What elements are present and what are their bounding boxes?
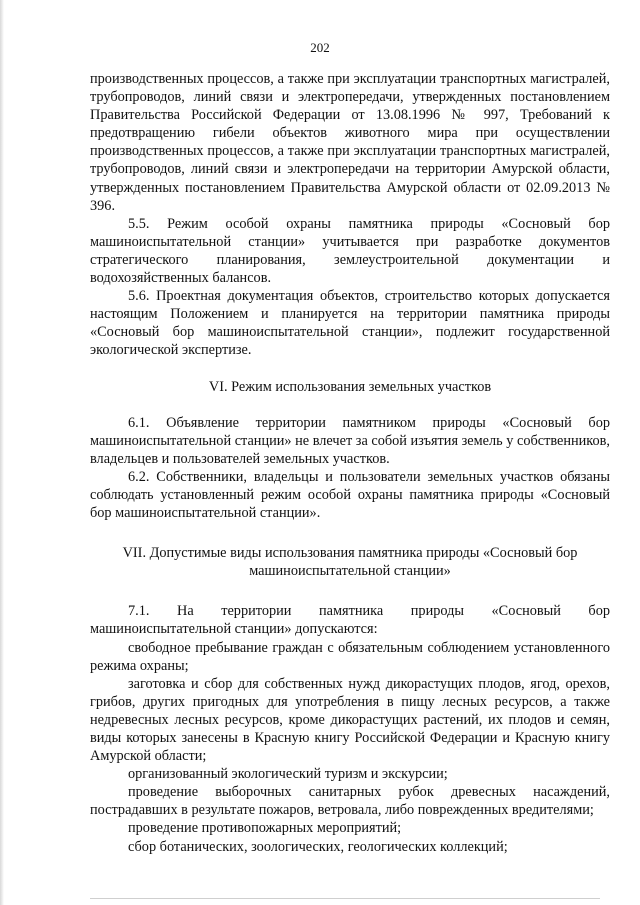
- paragraph-6-2: 6.2. Собственники, владельцы и пользователи земельных участков обязаны соблюдать установленный режим особой охраны памятника природы «Сосновый бор машиноиспытательной станции».: [90, 468, 610, 522]
- list-item: сбор ботанических, зоологических, геологических коллекций;: [128, 838, 508, 855]
- paragraph-7-1: 7.1. На территории памятника природы «Сосновый бор машиноиспытательной станции» допускаются:: [90, 603, 610, 638]
- scan-bottom-line: [90, 898, 600, 899]
- list-item: организованный экологический туризм и экскурсии;: [128, 766, 448, 783]
- scan-edge-shadow: [0, 0, 4, 905]
- list-item: свободное пребывание граждан с обязательным соблюдением установленного режима охраны;: [90, 639, 610, 674]
- list-item: проведение выборочных санитарных рубок древесных насаждений, пострадавших в результате пожаров, ветровала, либо поврежденных вредителями;: [90, 784, 610, 819]
- section-7-heading-line-1: VII. Допустимые виды использования памятника природы «Сосновый бор: [122, 545, 578, 562]
- paragraph-6-1: 6.1. Объявление территории памятником природы «Сосновый бор машиноиспытательной станции» не влечет за собой изъятия земель у собственников, владельцев и пользователей земельных участков.: [90, 414, 610, 467]
- section-6-heading: VI. Режим использования земельных участков: [208, 378, 492, 395]
- list-item: заготовка и сбор для собственных нужд дикорастущих плодов, ягод, орехов, грибов, других пригодных для употребления в пищу лесных ресурсов, а также недревесных лесных ресурсов, кроме дикорастущих растений, их плодов и семян, виды которых занесены в Красную книгу Российской Федерации и Красную книгу Амурской области;: [90, 675, 610, 765]
- page-number: 202: [310, 40, 330, 55]
- list-item: проведение противопожарных мероприятий;: [128, 820, 402, 837]
- document-body: [90, 70, 610, 856]
- paragraph-5-5: 5.5. Режим особой охраны памятника природы «Сосновый бор машиноиспытательной станции» учитывается при разработке документов стратегического планирования, землеустроительной документации и водохозяйственных балансов.: [90, 215, 610, 287]
- paragraph-continuation: производственных процессов, а также при эксплуатации транспортных магистралей, трубопроводов, линий связи и электропередачи, утвержденных постановлением Правительства Российской Федерации от 13.08.1996 № 997, Требований к предотвращению гибели объектов животного мира при осуществлении производственных процессов, а также при эксплуатации транспортных магистралей, трубопроводов, линий связи и электропередачи на территории Амурской области, утвержденных постановлением Правительства Амурской области от 02.09.2013 № 396.: [90, 71, 610, 214]
- paragraph-5-6: 5.6. Проектная документация объектов, строительство которых допускается настоящим Положением и планируется на территории памятника природы «Сосновый бор машиноиспытательной станции», подлежит государственной экологической экспертизе.: [90, 288, 610, 359]
- section-7-heading-line-2: машиноиспытательной станции»: [249, 563, 451, 580]
